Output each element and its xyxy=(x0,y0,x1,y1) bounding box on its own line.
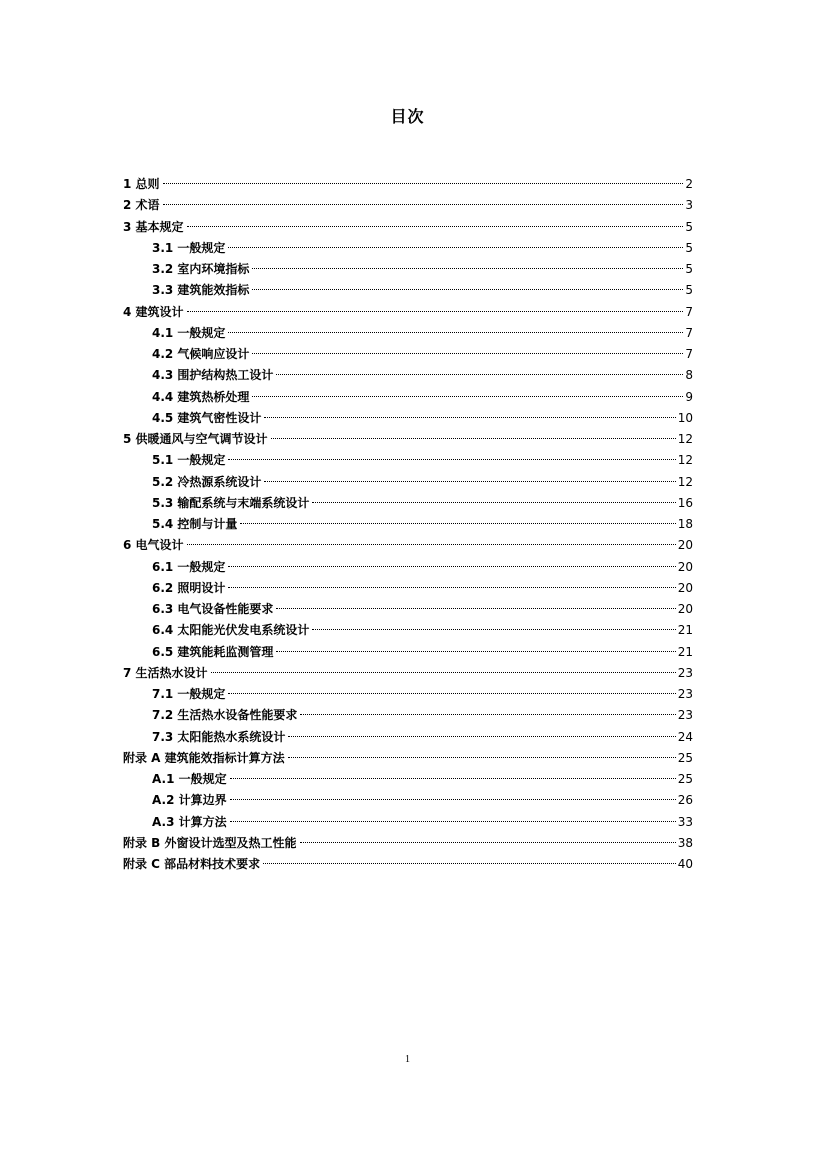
toc-entry-label: 5 供暖通风与空气调节设计 xyxy=(123,432,268,446)
dot-leader xyxy=(163,183,684,184)
page-title: 目次 xyxy=(390,107,425,126)
toc-entry-label: A.3 计算方法 xyxy=(152,814,227,829)
toc-entry[interactable] xyxy=(123,748,693,769)
toc-entry-page-number: 21 xyxy=(677,644,693,659)
toc-entry-label: 3.2 室内环境指标 xyxy=(152,262,250,276)
toc-entry-page-number: 16 xyxy=(677,495,693,510)
dot-leader xyxy=(230,821,676,822)
toc-entry[interactable] xyxy=(123,535,693,556)
dot-leader xyxy=(271,438,676,439)
toc-entry[interactable] xyxy=(123,663,693,684)
toc-entry-page-number: 23 xyxy=(677,665,693,680)
toc-entry-page-number: 7 xyxy=(685,304,693,319)
toc-entry-page-number: 12 xyxy=(677,474,693,489)
toc-entry-page-number: 40 xyxy=(677,857,693,871)
toc-entry-label: 5.2 冷热源系统设计 xyxy=(152,474,262,489)
toc-entry[interactable] xyxy=(123,259,693,280)
dot-leader xyxy=(300,714,675,715)
toc-entry-label: 6.5 建筑能耗监测管理 xyxy=(152,644,274,659)
toc-entry-label: A.2 计算边界 xyxy=(152,793,227,808)
toc-entry-label: 7 生活热水设计 xyxy=(123,665,208,680)
page-number: 1 xyxy=(405,1054,410,1065)
toc-entry-label: 7.1 一般规定 xyxy=(152,687,226,701)
toc-entry[interactable] xyxy=(123,238,693,259)
toc-entry[interactable] xyxy=(123,323,693,344)
toc-entry[interactable] xyxy=(123,769,693,790)
dot-leader xyxy=(230,799,676,800)
toc-entry-page-number: 12 xyxy=(677,453,693,468)
dot-leader xyxy=(252,268,683,269)
toc-entry[interactable] xyxy=(123,365,693,386)
toc-entry-page-number: 5 xyxy=(685,240,693,255)
toc-entry-label: 7.2 生活热水设备性能要求 xyxy=(152,708,298,723)
toc-entry-label: 3 基本规定 xyxy=(123,219,184,234)
toc-entry-label: A.1 一般规定 xyxy=(152,772,227,786)
dot-leader xyxy=(228,459,675,460)
toc-entry[interactable] xyxy=(123,812,693,833)
toc-entry[interactable] xyxy=(123,217,693,238)
toc-entry-page-number: 3 xyxy=(685,198,693,213)
toc-entry-page-number: 10 xyxy=(677,410,693,425)
dot-leader xyxy=(240,523,675,524)
dot-leader xyxy=(187,226,684,227)
toc-entry[interactable] xyxy=(123,557,693,578)
toc-entry[interactable] xyxy=(123,174,693,195)
toc-entry-page-number: 12 xyxy=(677,432,693,446)
dot-leader xyxy=(163,204,684,205)
toc-entry[interactable] xyxy=(123,620,693,641)
toc-entry[interactable] xyxy=(123,387,693,408)
toc-entry-page-number: 23 xyxy=(677,708,693,723)
toc-entry-label: 4.1 一般规定 xyxy=(152,325,226,340)
dot-leader xyxy=(312,629,675,630)
toc-entry-label: 2 术语 xyxy=(123,198,160,213)
toc-entry-label: 4.2 气候响应设计 xyxy=(152,347,250,361)
toc-entry-page-number: 23 xyxy=(677,687,693,701)
toc-entry[interactable] xyxy=(123,302,693,323)
toc-entry-page-number: 5 xyxy=(685,262,693,276)
toc-entry[interactable] xyxy=(123,472,693,493)
toc-entry-label: 3.3 建筑能效指标 xyxy=(152,283,250,298)
toc-entry-page-number: 2 xyxy=(685,177,693,191)
dot-leader xyxy=(263,863,676,864)
dot-leader xyxy=(288,736,675,737)
dot-leader xyxy=(228,247,683,248)
toc-entry-label: 4.5 建筑气密性设计 xyxy=(152,410,262,425)
dot-leader xyxy=(264,481,675,482)
toc-entry-label: 6.4 太阳能光伏发电系统设计 xyxy=(152,623,310,638)
toc-entry[interactable] xyxy=(123,344,693,365)
dot-leader xyxy=(252,396,683,397)
toc-entry-page-number: 20 xyxy=(677,559,693,574)
dot-leader xyxy=(230,778,676,779)
toc-entry-label: 3.1 一般规定 xyxy=(152,240,226,255)
table-of-contents xyxy=(123,174,693,875)
toc-entry-label: 6.2 照明设计 xyxy=(152,580,226,595)
toc-entry-label: 5.4 控制与计量 xyxy=(152,517,238,531)
dot-leader xyxy=(228,693,675,694)
toc-entry-label: 5.1 一般规定 xyxy=(152,453,226,468)
toc-entry-label: 附录 A 建筑能效指标计算方法 xyxy=(123,750,285,765)
dot-leader xyxy=(187,544,676,545)
toc-entry[interactable] xyxy=(123,833,693,854)
toc-entry-label: 附录 C 部品材料技术要求 xyxy=(123,857,261,871)
toc-entry-page-number: 33 xyxy=(677,814,693,829)
toc-entry[interactable] xyxy=(123,514,693,535)
dot-leader xyxy=(228,566,675,567)
toc-entry[interactable] xyxy=(123,450,693,471)
toc-entry-label: 5.3 输配系统与末端系统设计 xyxy=(152,495,310,510)
toc-entry-label: 6.3 电气设备性能要求 xyxy=(152,602,274,616)
toc-entry-label: 6.1 一般规定 xyxy=(152,559,226,574)
toc-entry-label: 7.3 太阳能热水系统设计 xyxy=(152,729,286,744)
toc-entry-page-number: 8 xyxy=(685,368,693,383)
dot-leader xyxy=(252,353,683,354)
toc-entry-page-number: 21 xyxy=(677,623,693,638)
dot-leader xyxy=(300,842,676,843)
toc-entry[interactable] xyxy=(123,790,693,811)
toc-entry-page-number: 9 xyxy=(685,389,693,404)
toc-entry-page-number: 5 xyxy=(685,219,693,234)
toc-entry-page-number: 25 xyxy=(677,772,693,786)
dot-leader xyxy=(288,757,676,758)
dot-leader xyxy=(276,374,683,375)
toc-entry-page-number: 38 xyxy=(677,835,693,850)
toc-entry-page-number: 24 xyxy=(677,729,693,744)
toc-entry-page-number: 25 xyxy=(677,750,693,765)
toc-entry[interactable] xyxy=(123,429,693,450)
dot-leader xyxy=(264,417,675,418)
toc-entry-label: 1 总则 xyxy=(123,177,160,191)
toc-entry[interactable] xyxy=(123,195,693,216)
toc-entry-label: 4.3 围护结构热工设计 xyxy=(152,368,274,383)
toc-entry-page-number: 20 xyxy=(677,602,693,616)
toc-entry[interactable] xyxy=(123,599,693,620)
toc-entry-page-number: 5 xyxy=(685,283,693,298)
toc-entry[interactable] xyxy=(123,642,693,663)
toc-entry-page-number: 7 xyxy=(685,325,693,340)
dot-leader xyxy=(211,672,676,673)
toc-entry-page-number: 18 xyxy=(677,517,693,531)
dot-leader xyxy=(252,289,683,290)
dot-leader xyxy=(187,311,684,312)
toc-entry-page-number: 26 xyxy=(677,793,693,808)
toc-entry[interactable] xyxy=(123,280,693,301)
toc-entry-label: 4 建筑设计 xyxy=(123,304,184,319)
dot-leader xyxy=(312,502,675,503)
toc-entry-label: 附录 B 外窗设计选型及热工性能 xyxy=(123,835,297,850)
toc-entry[interactable] xyxy=(123,408,693,429)
toc-entry-page-number: 20 xyxy=(677,538,693,553)
toc-entry-label: 4.4 建筑热桥处理 xyxy=(152,389,250,404)
toc-entry[interactable] xyxy=(123,854,693,875)
toc-entry-page-number: 7 xyxy=(685,347,693,361)
toc-entry[interactable] xyxy=(123,727,693,748)
dot-leader xyxy=(276,608,675,609)
toc-entry-label: 6 电气设计 xyxy=(123,538,184,553)
dot-leader xyxy=(276,651,675,652)
toc-entry[interactable] xyxy=(123,705,693,726)
toc-entry[interactable] xyxy=(123,578,693,599)
toc-entry[interactable] xyxy=(123,684,693,705)
toc-entry[interactable] xyxy=(123,493,693,514)
dot-leader xyxy=(228,587,675,588)
dot-leader xyxy=(228,332,683,333)
toc-entry-page-number: 20 xyxy=(677,580,693,595)
